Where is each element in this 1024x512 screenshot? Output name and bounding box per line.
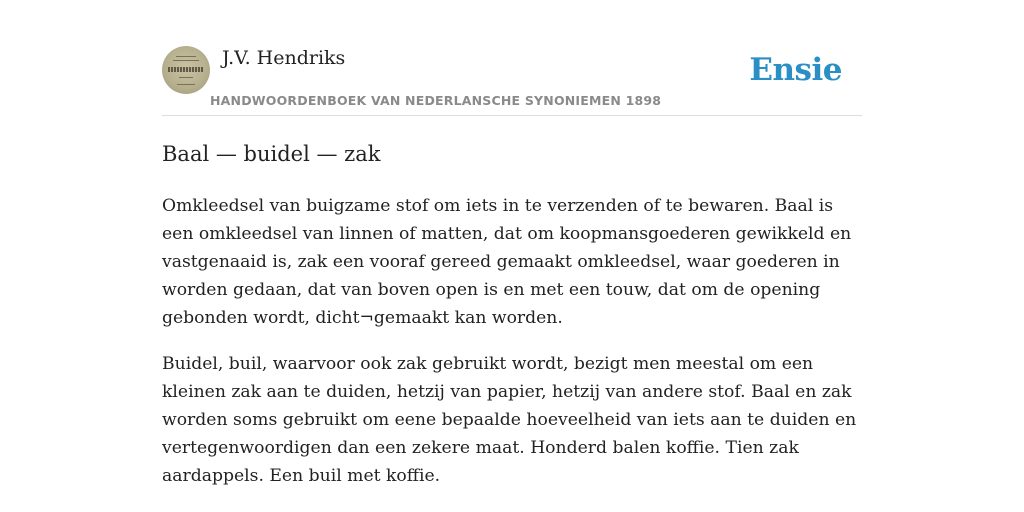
book-cover-avatar[interactable] xyxy=(162,46,210,94)
entry-paragraph: Buidel, buil, waarvoor ook zak gebruikt wordt, bezigt men meestal om een kleinen zak aan te duiden, hetzij van papier, hetzij van andere stof. Baal en zak worden soms gebruikt om eene bepaalde hoeveelheid van iets aan te duiden en vertegenwoordigen dan een zekere maat. Honderd balen koffie. Tien zak aardappels. Een buil met koffie. xyxy=(162,354,857,486)
cover-line-icon xyxy=(173,60,199,61)
cover-line-icon xyxy=(176,56,196,57)
entry-card xyxy=(162,46,862,490)
entry-title: Baal — buidel — zak xyxy=(162,142,381,166)
ensie-logo[interactable]: Ensie xyxy=(749,52,842,88)
entry-header xyxy=(162,46,862,116)
cover-line-icon xyxy=(177,84,195,85)
author-name[interactable]: J.V. Hendriks xyxy=(222,47,346,69)
entry-paragraph: Omkleedsel van buigzame stof om iets in te verzenden of te bewaren. Baal is een omkleedsel van linnen of matten, dat om koopmansgoederen gewikkeld en vastgenaaid is, zak een vooraf gereed gemaakt omkleedsel, waar goederen in worden gedaan, dat van boven open is en met een touw, dat om de opening gebonden wordt, dicht¬gemaakt kan worden. xyxy=(162,196,852,328)
cover-line-icon xyxy=(179,77,193,78)
source-title[interactable]: HANDWOORDENBOEK VAN NEDERLANSCHE SYNONIEMEN 1898 xyxy=(210,93,662,108)
header-divider xyxy=(162,115,862,116)
cover-title-band-icon xyxy=(168,67,204,72)
